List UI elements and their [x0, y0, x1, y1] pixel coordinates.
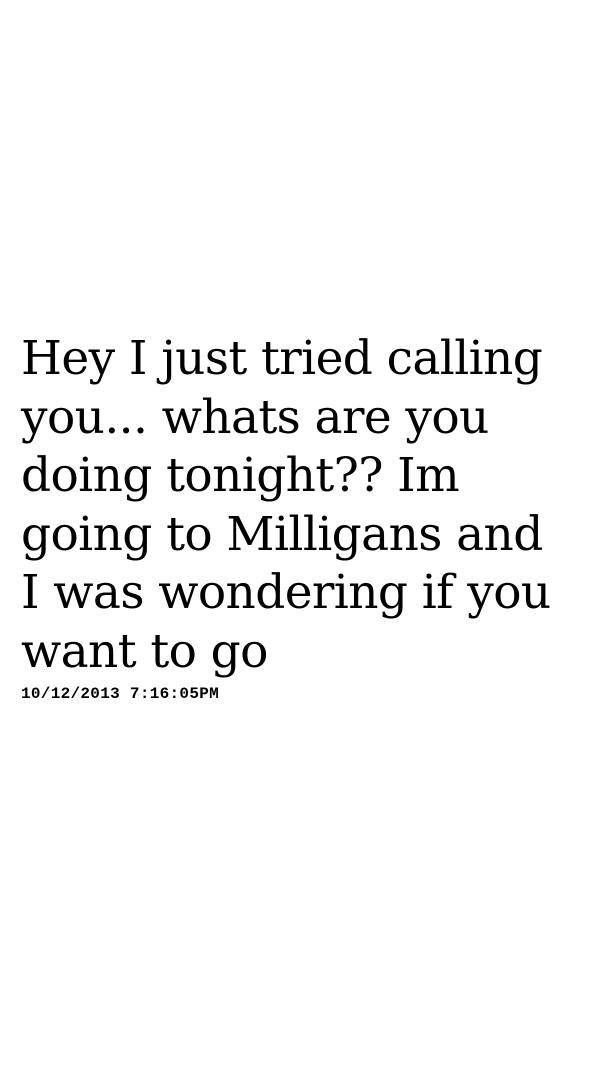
message-text	[21, 330, 593, 681]
message-timestamp: 10/12/2013 7:16:05PM	[21, 685, 220, 703]
message-line: doing tonight?? Im	[21, 448, 460, 503]
message-block	[21, 330, 593, 703]
message-line: want to go	[21, 623, 268, 679]
message-line: going to Milligans and	[21, 506, 543, 562]
message-line: Hey I just tried calling	[21, 331, 543, 386]
message-line: I was wondering if you	[21, 565, 551, 620]
message-line: you... whats are you	[21, 389, 489, 445]
